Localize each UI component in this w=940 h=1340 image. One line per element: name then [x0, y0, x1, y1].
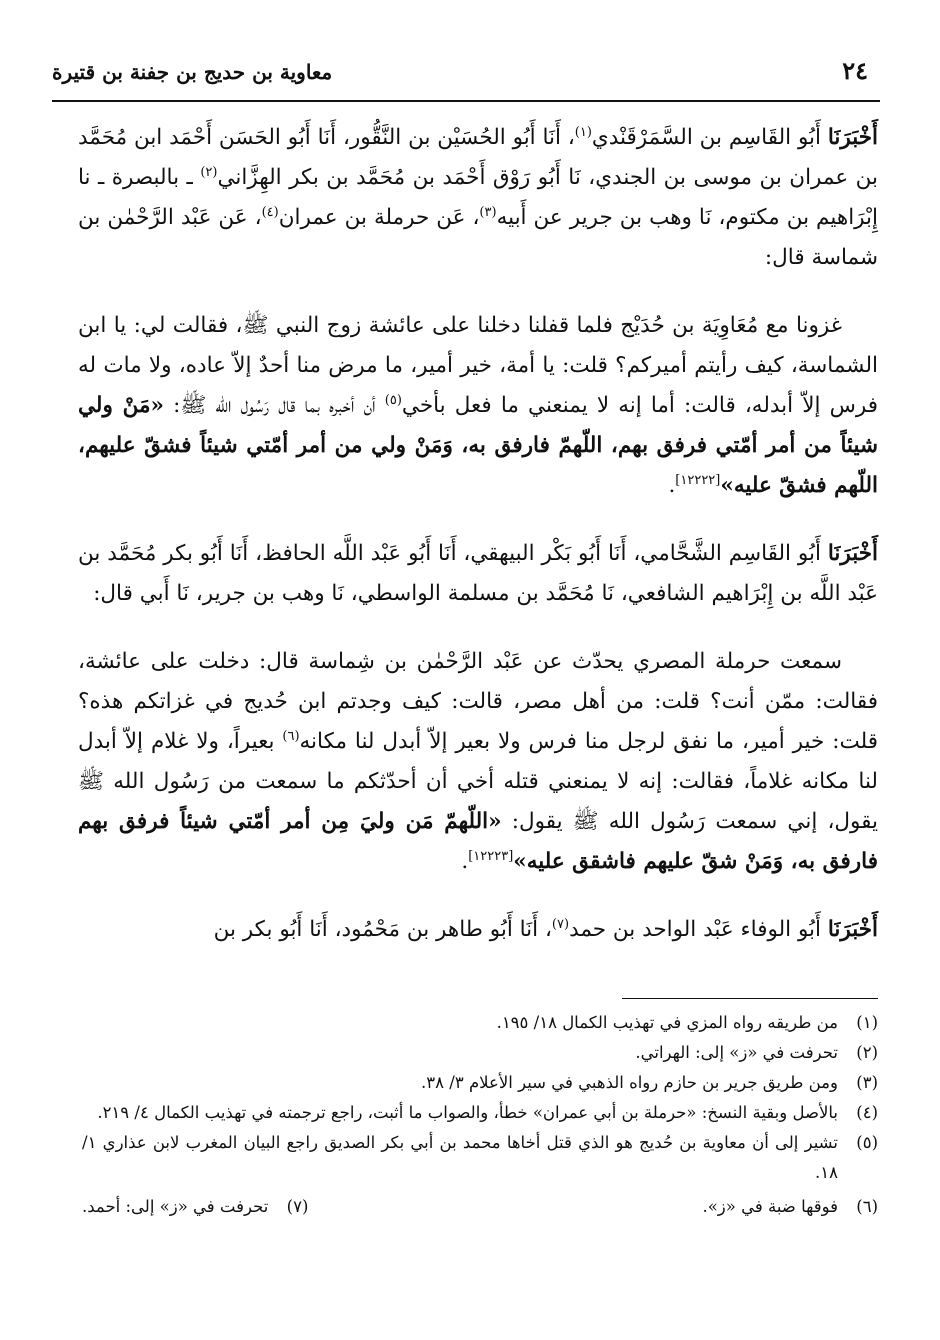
footnote-number: (٥): [856, 1133, 878, 1152]
footnote-number: (١): [856, 1013, 878, 1032]
text-segment: ، أَنَا أَبُو الحُسَيْن بن النَّقُّور، أَنَا أَبُو الحَسَن أَحْمَد ابن مُحَمَّد بن عمران بن موسى بن الجندي، نَا أَبُو رَوْق أَحْمَد بن مُحَمَّد بن بكر الهِزَّاني: [78, 125, 878, 190]
hadith-text: «اللّهمّ مَن وليَ مِن أمر أمّتي شيئاً فرفق بهم فارفق به، وَمَنْ شقّ عليهم فاشقق عليه»: [78, 809, 878, 874]
footnote: [82, 1038, 878, 1068]
footnote: [82, 1008, 878, 1038]
paragraph-isnad-1: [78, 118, 878, 278]
hadith-text: «مَنْ ولي شيئاً من أمر أمّتي فرفق بهم، اللّهمّ فارفق به، وَمَنْ ولي من أمر أمّتي شيئاً فشقّ عليهم، اللّهم فشقّ عليه»: [78, 393, 878, 498]
chain-keyword: أَخْبَرَنَا: [827, 541, 879, 566]
text-segment: .: [668, 473, 676, 498]
text-segment: ، عَن عَبْد الرَّحْمٰن بن شماسة قال:: [78, 205, 878, 270]
footnote-number: (٦): [856, 1197, 878, 1216]
text-segment: ، عَن حرملة بن عمران: [278, 205, 480, 230]
text-segment: بعيراً، ولا غلام إلاّ أبدل لنا مكانه غلاماً، فقالت: إنه لا يمنعني قتله أخي أن أحدّثكم ما سمعت من رَسُول الله ﷺ يقول، إني سمعت رَسُول الله ﷺ يقول:: [78, 729, 878, 834]
footnotes-last-row: [82, 1192, 878, 1222]
footnote-text: ومن طريق جرير بن حازم رواه الذهبي في سير الأعلام ٣/ ٣٨.: [421, 1073, 838, 1092]
paragraph-isnad-3: [78, 910, 878, 950]
text-segment: أن أخبره بما قال رَسُول الله ﷺ:: [163, 393, 385, 418]
footnote-text: فوقها ضبة في «ز».: [702, 1197, 838, 1216]
footnote-number: (٣): [856, 1073, 878, 1092]
chain-keyword: أَخْبَرَنَا: [827, 125, 878, 150]
paragraph-matn-2: [78, 642, 878, 882]
paragraph-isnad-2: [78, 534, 878, 614]
paragraph-matn-1: [78, 306, 878, 506]
footnote-reference: (٧): [551, 916, 570, 932]
page-number: ٢٤: [842, 56, 868, 85]
main-text: [78, 118, 878, 978]
footnotes: [82, 1008, 878, 1222]
footnote-rule: [622, 998, 878, 999]
text-segment: أَبُو القَاسِم بن السَّمَرْقَنْدي: [591, 125, 828, 150]
header-rule: [52, 100, 880, 102]
text-segment: ، أَنَا أَبُو طاهر بن مَحْمُود، أَنَا أَبُو بكر بن: [213, 917, 552, 942]
footnote-reference: (٢): [200, 164, 218, 180]
footnote: [82, 1098, 878, 1128]
footnote-number: (٧): [286, 1197, 309, 1216]
footnote-reference: (٣): [479, 204, 497, 220]
running-title: معاوية بن حديج بن جفنة بن قتيرة: [52, 60, 333, 84]
text-segment: غزونا مع مُعَاوِيَة بن حُدَيْج فلما قفلنا دخلنا على عائشة زوج النبي ﷺ، فقالت لي: يا ابن الشماسة، كيف رأيتم أميركم؟ قلت: يا أمة، خير أمير، ما مرض منا أحدٌ إلاّ عاده، ولا مات له فرس إلاّ أبدله، قالت: أما إنه لا يمنعني ما فعل بأخي: [78, 313, 878, 418]
text-segment: ـ بالبصرة ـ نا إِبْرَاهيم بن مكتوم، نَا وهب بن جرير عن أَبيه: [78, 165, 878, 230]
text-segment: سمعت حرملة المصري يحدّث عن عَبْد الرَّحْمٰن بن شِماسة قال: دخلت على عائشة، فقالت: ممّن أنت؟ قلت: من أهل مصر، قالت: كيف وجدتم ابن حُديج في غزاتكم هذه؟ قلت: خير أمير، ما نفق لرجل منا فرس ولا بعير إلاّ أبدل لنا مكانه: [78, 649, 878, 754]
footnote-reference: (٤): [261, 204, 279, 220]
chain-keyword: أَخْبَرَنَا: [827, 917, 878, 942]
footnote-text: بالأصل وبقية النسخ: «حرملة بن أبي عمران» خطأ، والصواب ما أثبت، راجع ترجمته في تهذيب الكمال ٤/ ٢١٩.: [97, 1103, 838, 1122]
footnote-text: من طريقه رواه المزي في تهذيب الكمال ١٨/ ١٩٥.: [496, 1013, 838, 1032]
footnote-number: (٢): [856, 1043, 878, 1062]
footnote: [82, 1128, 878, 1188]
footnote-text: تحرفت في «ز» إلى: أحمد.: [82, 1197, 269, 1216]
footnote-reference: (١): [574, 124, 592, 140]
text-segment: .: [461, 849, 469, 874]
footnote-text: تحرفت في «ز» إلى: الهراتي.: [635, 1043, 838, 1062]
footnote: [558, 1192, 878, 1222]
footnote-reference: (٦): [282, 728, 300, 744]
footnote-reference: [١٢٢٢٢]: [675, 472, 721, 488]
footnote: [82, 1068, 878, 1098]
page-header: [52, 56, 880, 100]
text-segment: أَبُو القَاسِم الشَّحَّامي، أَنَا أَبُو بَكْر البيهقي، أَنَا أَبُو عَبْد اللَّه الحافظ، أَنَا أَبُو بكر مُحَمَّد بن عَبْد اللَّه بن إِبْرَاهيم الشافعي، نَا مُحَمَّد بن مسلمة الواسطي، نَا وهب بن جرير، نَا أَبي قال:: [78, 541, 878, 606]
footnote-text: تشير إلى أن معاوية بن حُديج هو الذي قتل أخاها محمد بن أبي بكر الصديق راجع البيان المغرب لابن عذاري ١/ ١٨.: [82, 1133, 838, 1182]
footnote-reference: (٥): [384, 392, 402, 408]
footnote: [82, 1192, 308, 1222]
footnote-reference: [١٢٢٢٣]: [468, 848, 514, 864]
footnote-number: (٤): [856, 1103, 878, 1122]
text-segment: أَبُو الوفاء عَبْد الواحد بن حمد: [569, 917, 828, 942]
